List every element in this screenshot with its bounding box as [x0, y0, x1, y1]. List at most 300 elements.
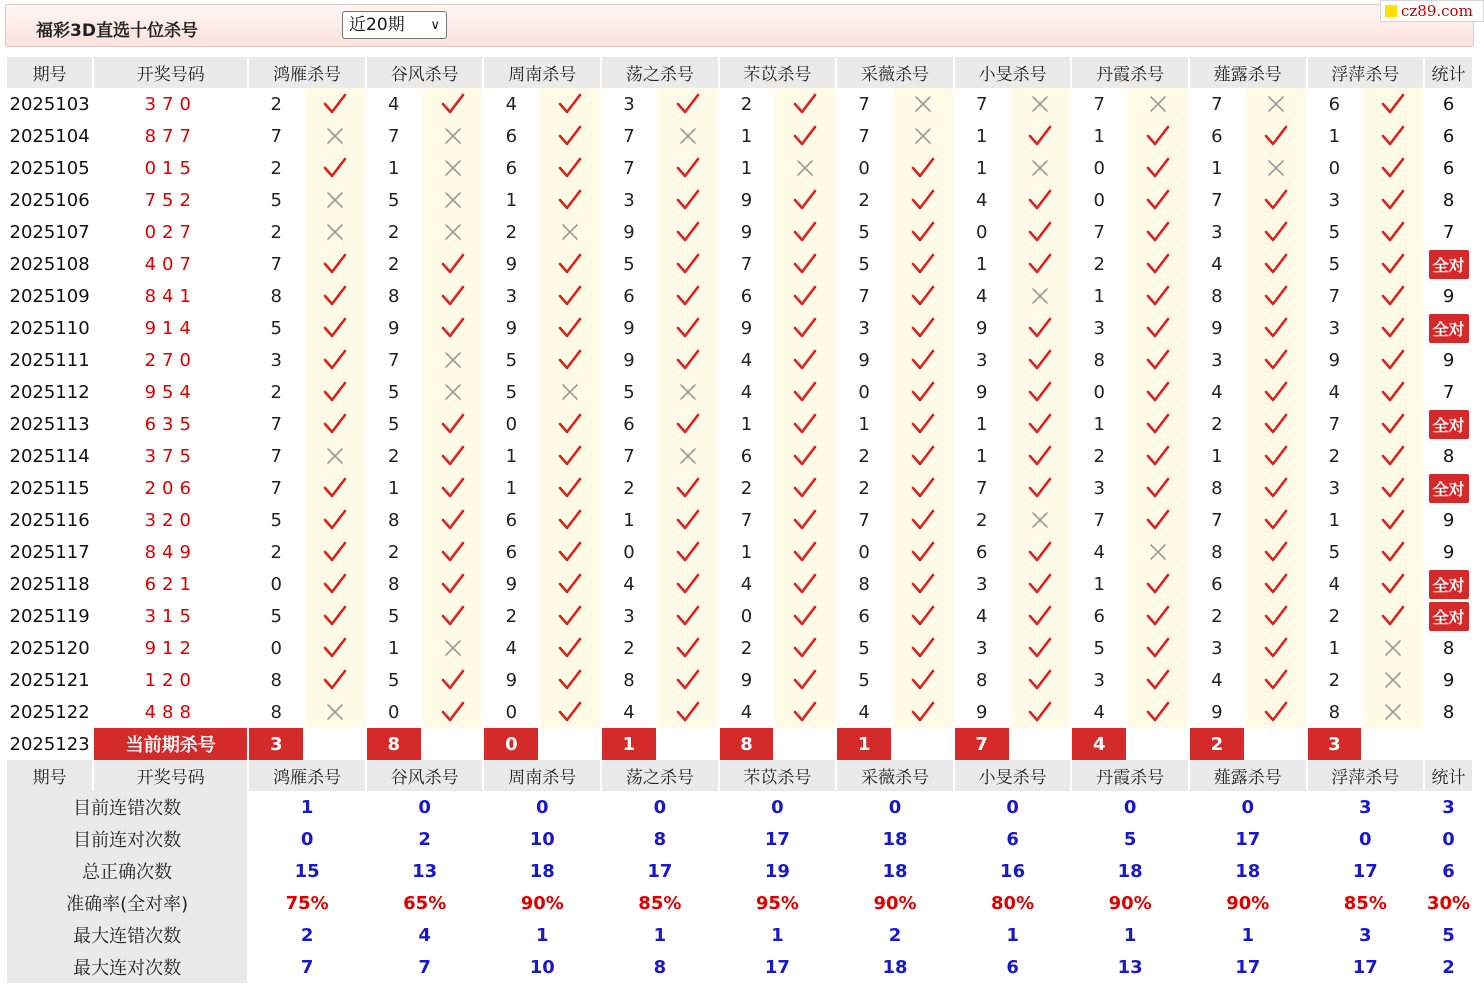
correct-count: 9 [1442, 349, 1455, 371]
check-icon [540, 408, 600, 440]
stats-value: 17 [647, 860, 673, 882]
kill-number: 3 [975, 637, 988, 659]
kill-number: 1 [975, 413, 988, 435]
kill-number: 3 [1328, 317, 1341, 339]
stats-value: 0 [1006, 796, 1019, 818]
kill-number: 1 [740, 413, 753, 435]
kill-number: 7 [858, 93, 870, 115]
check-icon [775, 632, 835, 664]
check-icon [658, 696, 718, 728]
stats-value: 18 [882, 956, 908, 978]
check-icon [1246, 344, 1306, 376]
kill-number: 2 [270, 221, 282, 243]
stats-value: 8 [653, 828, 667, 850]
check-icon [893, 248, 953, 280]
check-icon [893, 504, 953, 536]
cross-icon [423, 184, 483, 216]
check-icon [1363, 408, 1423, 440]
check-icon [1011, 344, 1071, 376]
kill-number: 4 [740, 573, 753, 595]
correct-count: 6 [1442, 125, 1455, 147]
kill-number: 1 [858, 413, 870, 435]
check-icon [1011, 312, 1071, 344]
kill-number: 6 [623, 413, 635, 435]
kill-number: 2 [858, 477, 870, 499]
current-kill-number: 8 [720, 728, 774, 760]
check-icon [1128, 664, 1188, 696]
stats-value: 0 [888, 796, 902, 818]
stats-value: 7 [418, 956, 431, 978]
kill-number: 5 [388, 413, 400, 435]
kill-number: 4 [975, 189, 988, 211]
check-icon [1363, 344, 1423, 376]
stats-total: 2 [1442, 956, 1455, 978]
kill-number: 1 [1093, 573, 1105, 595]
stats-value: 80% [991, 892, 1035, 914]
kill-number: 2 [270, 157, 282, 179]
header-expert: 芣苡杀号 [720, 760, 836, 791]
check-icon [540, 600, 600, 632]
correct-count: 6 [1442, 157, 1455, 179]
kill-number: 8 [1093, 349, 1105, 371]
kill-number: 9 [975, 701, 988, 723]
cross-icon [1363, 632, 1423, 664]
check-icon [775, 88, 835, 120]
check-icon [540, 344, 600, 376]
kill-number: 0 [1093, 157, 1105, 179]
kill-number: 3 [1211, 637, 1223, 659]
kill-number: 2 [388, 541, 400, 563]
header-expert: 芣苡杀号 [720, 57, 836, 88]
draw-number: 270 [144, 349, 197, 371]
logo-square-icon [1385, 5, 1397, 17]
kill-number: 7 [858, 509, 870, 531]
cross-icon [893, 88, 953, 120]
table-row [7, 120, 1472, 152]
current-period-row [7, 728, 1472, 760]
check-icon [1011, 376, 1071, 408]
kill-number: 2 [1328, 445, 1341, 467]
table-row [7, 312, 1472, 344]
check-icon [1246, 312, 1306, 344]
stats-value: 5 [1123, 828, 1137, 850]
draw-number: 315 [144, 605, 197, 627]
site-logo[interactable] [1380, 0, 1484, 22]
stats-label: 最大连对次数 [7, 951, 247, 983]
check-icon [1011, 248, 1071, 280]
kill-number: 2 [858, 445, 870, 467]
cross-icon [423, 344, 483, 376]
draw-number: 370 [144, 93, 197, 115]
check-icon [540, 504, 600, 536]
kill-number: 2 [270, 381, 282, 403]
kill-number: 0 [505, 701, 518, 723]
table-row [7, 664, 1472, 696]
table-row [7, 600, 1472, 632]
stats-value: 1 [536, 924, 549, 946]
cross-icon [1011, 280, 1071, 312]
check-icon [1363, 216, 1423, 248]
check-icon [658, 248, 718, 280]
kill-number: 0 [270, 573, 282, 595]
kill-number: 3 [1093, 477, 1105, 499]
check-icon [1363, 504, 1423, 536]
check-icon [775, 408, 835, 440]
all-correct-badge: 全对 [1429, 410, 1469, 439]
check-icon [775, 696, 835, 728]
kill-number: 2 [505, 221, 518, 243]
all-correct-badge-cell [1425, 248, 1472, 280]
stats-value: 17 [1235, 956, 1261, 978]
stats-label: 最大连错次数 [7, 919, 247, 951]
all-correct-badge-cell [1425, 312, 1472, 344]
check-icon [658, 600, 718, 632]
current-kill-blank [1128, 728, 1188, 760]
check-icon [893, 568, 953, 600]
kill-number: 8 [270, 285, 282, 307]
current-kill-blank [893, 728, 953, 760]
draw-number: 320 [144, 509, 197, 531]
kill-number: 9 [858, 349, 870, 371]
cross-icon [1011, 88, 1071, 120]
period-cell: 2025120 [9, 637, 90, 659]
check-icon [893, 312, 953, 344]
kill-number: 7 [740, 253, 753, 275]
current-kill-number: 0 [484, 728, 538, 760]
check-icon [893, 664, 953, 696]
kill-number: 8 [1328, 701, 1341, 723]
kill-number: 2 [975, 509, 988, 531]
kill-number: 2 [623, 637, 635, 659]
chevron-down-icon: ∨ [430, 18, 440, 33]
kill-number: 1 [1328, 509, 1341, 531]
kill-number: 0 [1093, 381, 1105, 403]
check-icon [1363, 88, 1423, 120]
cross-icon [775, 152, 835, 184]
draw-number: 912 [144, 637, 197, 659]
check-icon [305, 536, 365, 568]
cross-icon [1128, 536, 1188, 568]
kill-number: 7 [388, 125, 400, 147]
stats-value: 4 [418, 924, 431, 946]
table-row [7, 472, 1472, 504]
check-icon [1363, 280, 1423, 312]
period-cell: 2025115 [9, 477, 90, 499]
stats-value: 1 [1123, 924, 1137, 946]
period-cell: 2025113 [9, 413, 90, 435]
kill-number: 7 [1211, 509, 1223, 531]
stats-row [7, 855, 1472, 887]
stats-row [7, 823, 1472, 855]
kill-number: 5 [388, 669, 400, 691]
kill-number: 6 [740, 445, 753, 467]
kill-number: 1 [740, 157, 753, 179]
check-icon [423, 88, 483, 120]
kill-number: 6 [1211, 125, 1223, 147]
kill-number: 9 [740, 221, 753, 243]
kill-number: 4 [623, 701, 635, 723]
cross-icon [305, 440, 365, 472]
check-icon [305, 408, 365, 440]
kill-number: 6 [505, 125, 518, 147]
check-icon [775, 184, 835, 216]
check-icon [305, 88, 365, 120]
check-icon [1246, 376, 1306, 408]
table-row [7, 184, 1472, 216]
stats-value: 10 [529, 828, 555, 850]
stats-value: 0 [771, 796, 784, 818]
check-icon [658, 536, 718, 568]
check-icon [1363, 472, 1423, 504]
table-row [7, 632, 1472, 664]
kill-number: 5 [858, 253, 870, 275]
check-icon [540, 152, 600, 184]
kill-number: 0 [1328, 157, 1341, 179]
kill-number: 1 [1093, 285, 1105, 307]
current-period: 2025123 [9, 733, 90, 755]
kill-number: 7 [623, 157, 635, 179]
kill-number: 3 [623, 605, 635, 627]
kill-number: 3 [1211, 221, 1223, 243]
kill-number: 3 [1328, 189, 1341, 211]
page-title: 福彩3D直选十位杀号 [36, 21, 198, 41]
stats-value: 0 [418, 796, 431, 818]
check-icon [893, 216, 953, 248]
kill-number: 7 [623, 445, 635, 467]
stats-value: 13 [1117, 956, 1143, 978]
stats-value: 1 [1006, 924, 1019, 946]
stats-total: 5 [1442, 924, 1455, 946]
draw-number: 841 [144, 285, 197, 307]
header-expert: 谷风杀号 [367, 57, 483, 88]
kill-number: 6 [623, 285, 635, 307]
draw-number: 206 [144, 477, 197, 499]
kill-number: 1 [975, 253, 988, 275]
table-row [7, 152, 1472, 184]
check-icon [775, 120, 835, 152]
all-correct-badge-cell [1425, 472, 1472, 504]
kill-number: 4 [858, 701, 870, 723]
table-row [7, 568, 1472, 600]
check-icon [1246, 472, 1306, 504]
kill-number: 1 [505, 189, 518, 211]
check-icon [1128, 568, 1188, 600]
kill-number: 9 [975, 317, 988, 339]
check-icon [1246, 568, 1306, 600]
check-icon [423, 536, 483, 568]
current-kill-number: 4 [1072, 728, 1126, 760]
check-icon [305, 504, 365, 536]
header-expert: 小旻杀号 [955, 57, 1071, 88]
check-icon [423, 664, 483, 696]
check-icon [775, 248, 835, 280]
check-icon [305, 600, 365, 632]
check-icon [775, 568, 835, 600]
stats-value: 18 [882, 860, 908, 882]
cross-icon [423, 632, 483, 664]
header-expert: 薤露杀号 [1190, 57, 1306, 88]
check-icon [658, 568, 718, 600]
check-icon [1128, 696, 1188, 728]
period-cell: 2025121 [9, 669, 90, 691]
stats-value: 2 [300, 924, 314, 946]
cross-icon [893, 120, 953, 152]
period-cell: 2025112 [9, 381, 90, 403]
check-icon [893, 696, 953, 728]
stats-label: 目前连错次数 [7, 791, 247, 823]
check-icon [775, 472, 835, 504]
stats-row [7, 791, 1472, 823]
draw-number: 621 [144, 573, 197, 595]
check-icon [1246, 536, 1306, 568]
stats-value: 2 [888, 924, 902, 946]
kill-number: 1 [388, 477, 400, 499]
table-row [7, 376, 1472, 408]
stats-value: 19 [764, 860, 790, 882]
kill-number: 9 [1211, 317, 1223, 339]
check-icon [305, 568, 365, 600]
stats-value: 75% [285, 892, 329, 914]
header-expert: 采薇杀号 [837, 760, 953, 791]
period-cell: 2025116 [9, 509, 90, 531]
check-icon [775, 312, 835, 344]
kill-number: 8 [1211, 285, 1223, 307]
kill-number: 0 [740, 605, 753, 627]
cross-icon [1363, 664, 1423, 696]
correct-count: 8 [1442, 701, 1455, 723]
kill-number: 2 [1211, 605, 1223, 627]
kill-number: 4 [1093, 701, 1105, 723]
period-select[interactable] [342, 11, 447, 39]
kill-number: 6 [505, 541, 518, 563]
check-icon [1011, 184, 1071, 216]
check-icon [540, 88, 600, 120]
kill-number: 3 [1093, 669, 1105, 691]
check-icon [1363, 184, 1423, 216]
kill-number: 0 [858, 381, 870, 403]
kill-number: 4 [505, 93, 518, 115]
cross-icon [305, 184, 365, 216]
check-icon [1011, 600, 1071, 632]
stats-value: 8 [653, 956, 667, 978]
kill-number: 2 [505, 605, 518, 627]
draw-number: 954 [144, 381, 197, 403]
current-kill-label: 当前期杀号 [94, 728, 247, 760]
check-icon [775, 536, 835, 568]
kill-number: 4 [505, 637, 518, 659]
stats-value: 1 [653, 924, 667, 946]
cross-icon [423, 152, 483, 184]
period-cell: 2025104 [9, 125, 90, 147]
cross-icon [423, 216, 483, 248]
kill-number: 4 [740, 381, 753, 403]
kill-number: 0 [505, 413, 518, 435]
kill-number: 7 [858, 125, 870, 147]
stats-row [7, 887, 1472, 919]
cross-icon [540, 376, 600, 408]
stats-total: 6 [1442, 860, 1455, 882]
check-icon [893, 600, 953, 632]
correct-count: 8 [1442, 445, 1455, 467]
check-icon [1011, 632, 1071, 664]
kill-number: 5 [1328, 253, 1341, 275]
stats-value: 3 [1359, 796, 1372, 818]
check-icon [1363, 152, 1423, 184]
kill-number: 9 [505, 573, 518, 595]
stats-value: 10 [529, 956, 555, 978]
header-draw: 开奖号码 [94, 57, 247, 88]
kill-number: 3 [1093, 317, 1105, 339]
draw-number: 407 [144, 253, 197, 275]
kill-number: 9 [740, 317, 753, 339]
stats-value: 13 [412, 860, 438, 882]
header-expert: 鸿雁杀号 [249, 760, 365, 791]
header-stats: 统计 [1425, 760, 1472, 791]
check-icon [305, 344, 365, 376]
check-icon [658, 632, 718, 664]
header-expert: 采薇杀号 [837, 57, 953, 88]
stats-value: 90% [1226, 892, 1270, 914]
kill-number: 2 [858, 189, 870, 211]
kill-number: 5 [858, 669, 870, 691]
kill-number: 2 [1211, 413, 1223, 435]
check-icon [658, 664, 718, 696]
header-expert: 浮萍杀号 [1308, 57, 1424, 88]
kill-number: 1 [975, 157, 988, 179]
kill-number: 3 [1328, 477, 1341, 499]
kill-number: 1 [388, 637, 400, 659]
table-row [7, 504, 1472, 536]
kill-number: 4 [740, 701, 753, 723]
check-icon [658, 152, 718, 184]
check-icon [1011, 664, 1071, 696]
stats-value: 1 [771, 924, 784, 946]
cross-icon [658, 120, 718, 152]
check-icon [1128, 408, 1188, 440]
kill-number: 7 [270, 125, 282, 147]
check-icon [1246, 280, 1306, 312]
check-icon [1128, 216, 1188, 248]
kill-number: 2 [740, 637, 753, 659]
stats-value: 0 [1241, 796, 1254, 818]
kill-number: 5 [270, 509, 282, 531]
all-correct-badge: 全对 [1429, 314, 1469, 343]
kill-number: 1 [505, 477, 518, 499]
period-cell: 2025103 [9, 93, 90, 115]
header-expert: 周南杀号 [484, 57, 600, 88]
kill-number: 7 [270, 253, 282, 275]
stats-value: 2 [418, 828, 431, 850]
current-kill-number: 1 [837, 728, 891, 760]
kill-number: 5 [388, 605, 400, 627]
kill-number: 2 [1093, 253, 1105, 275]
kill-number: 7 [1093, 93, 1105, 115]
kill-number: 1 [1328, 125, 1341, 147]
stats-label: 准确率(全对率) [7, 887, 247, 919]
period-cell: 2025108 [9, 253, 90, 275]
kill-number: 1 [1093, 125, 1105, 147]
kill-number: 8 [1211, 541, 1223, 563]
check-icon [1246, 664, 1306, 696]
logo-text: cz89.com [1401, 2, 1473, 20]
kill-number: 9 [388, 317, 400, 339]
correct-count: 8 [1442, 189, 1455, 211]
kill-number: 4 [975, 605, 988, 627]
check-icon [1246, 696, 1306, 728]
header-expert: 谷风杀号 [367, 760, 483, 791]
check-icon [1128, 152, 1188, 184]
draw-number: 027 [144, 221, 197, 243]
